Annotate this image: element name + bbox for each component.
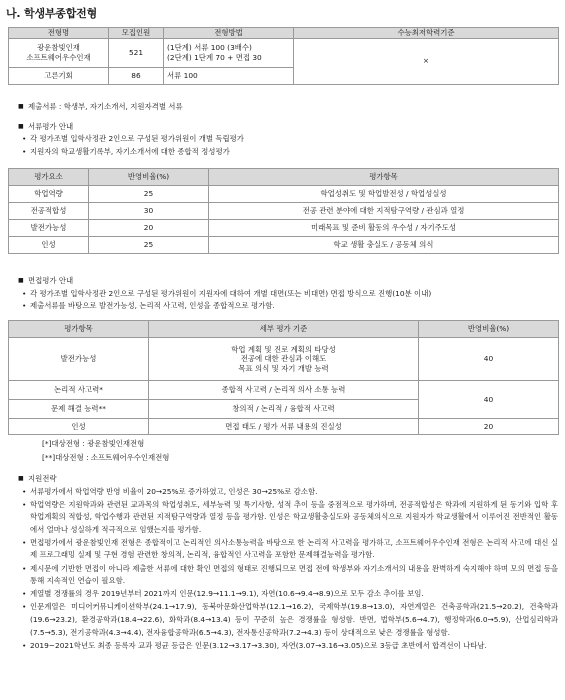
col-header-count: 모집인원: [109, 28, 164, 39]
table-row: 발전가능성 학업 계획 및 진로 계획의 타당성 전공에 대한 관심과 이해도 목표 의식 및 자기 개발 능력 40: [9, 338, 559, 381]
bullet-icon: •: [22, 499, 27, 509]
bullet-icon: •: [22, 486, 27, 496]
bullet-icon: •: [22, 640, 27, 650]
footnote: [*]대상전형 : 광운참빛인재전형: [42, 439, 145, 448]
col-header-name: 전형명: [9, 28, 109, 39]
square-bullet-icon: ■: [18, 103, 24, 110]
interview-eval-table: [8, 320, 559, 435]
interview-title: ■ 면접평가 안내: [18, 275, 558, 288]
doc-eval-title: ■ 서류평가 안내: [18, 121, 558, 134]
table-row: [9, 38, 559, 67]
col-header-method: 전형방법: [164, 28, 294, 39]
criteria-cell: 학업 계획 및 진로 계획의 타당성 전공에 대한 관심과 이해도 목표 의식 및 자기 개발 능력: [149, 338, 419, 381]
admission-header-row: [9, 28, 559, 39]
bullet-icon: •: [22, 146, 27, 156]
table-row: 문제 해결 능력** 창의적 / 논리적 / 융합적 사고력: [9, 400, 559, 419]
bullet-icon: •: [22, 301, 27, 310]
list-item: • 각 평가조별 입학사정관 2인으로 구성된 평가위원이 지원자에 대하여 개별 대면(또는 비대면) 면접 방식으로 진행(10분 이내): [18, 288, 558, 301]
square-bullet-icon: ■: [18, 277, 24, 284]
square-bullet-icon: ■: [18, 122, 24, 130]
list-item: • 학업역량은 지원학과와 관련된 교과목의 학업성취도, 세부능력 및 특기사항, 성적 추이 등을 중점적으로 평가하며, 전공적합성은 학과에 지원하게 된 동기와 입학 후 학업계획의 적합성, 학업수행과 관련된 지적탐구역량과 열정 등을 평가함. 인성은 학교생활충실도와 공동체의식으로 지원자가 학교생활에서 이루어진 전반적인 활동에서 얼마나 성실하게 적극적으로 임했는지를 평가함.: [22, 499, 558, 534]
col-header-item: 평가항목: [209, 169, 559, 186]
doc-eval-header-row: [9, 169, 559, 186]
admission-count-cell: 521: [109, 38, 164, 67]
bullet-icon: •: [22, 563, 27, 573]
table-row: 논리적 사고력* 종합적 사고력 / 논리적 의사 소통 능력 40: [9, 381, 559, 400]
list-item: • 각 평가조별 입학사정관 2인으로 구성된 평가위원이 개별 독립평가: [18, 133, 558, 146]
table-row: 인성 면접 태도 / 평가 서류 내용의 진실성 20: [9, 419, 559, 435]
footnote: [**]대상전형 : 소프트웨어우수인재전형: [42, 453, 170, 462]
list-item: • 서류평가에서 학업역량 반영 비율이 20→25%로 증가하였고, 인성은 30→25%로 감소함.: [18, 486, 558, 499]
list-item: • 제출서류를 바탕으로 발전가능성, 논리적 사고력, 인성을 종합적으로 평가함.: [18, 300, 558, 313]
admission-name-cell: 광운참빛인재 소프트웨어우수인재: [9, 38, 109, 67]
admission-method-cell: (1단계) 서류 100 (3배수) (2단계) 1단계 70 + 면접 30: [164, 38, 294, 67]
list-item: • 2019~2021학년도 최종 등록자 교과 평균 등급은 인문(3.12→3.17→3.30), 자연(3.07→3.16→3.05)으로 3등급 초반에서 합격선이 나타남.: [18, 640, 558, 653]
list-item: • 제시문에 기반한 면접이 아니라 제출한 서류에 대한 확인 면접의 형태로 진행되므로 면접 전에 학생부와 자기소개서의 내용을 완벽하게 숙지해야 하며 모의 면접 등을 통해 지속적인 연습이 필요함.: [22, 563, 558, 586]
list-item: • 인문계열은 미디어커뮤니케이션학부(24.1→17.9), 동북아문화산업학부(12.1→16.2), 국제학부(19.8→13.0), 자연계열은 건축공학과(21.5→20.2), 건축학과(19.6→23.2), 환경공학과(18.4→22.6), 화학과(8.4→13.4) 등이 꾸준히 높은 경쟁률을 형성함. 반면, 법학부(5.6→4.7), 행정학과(6.0→5.9), 산업심리학과(7.5→5.3), 전기공학과(4.3→4.4), 전자융합공학과(6.5→4.3), 전자통신공학과(7.2→4.3) 등이 상대적으로 낮은 경쟁률을 형성함.: [22, 602, 558, 637]
bullet-icon: •: [22, 288, 27, 298]
interview-section: [18, 275, 558, 313]
min-standard-cell: ×: [294, 38, 559, 84]
admission-table: [8, 27, 559, 85]
table-row: 인성 25 학교 생활 충실도 / 공동체 의식: [9, 237, 559, 254]
square-bullet-icon: ■: [18, 475, 24, 482]
table-row: 학업역량 25 학업성취도 및 학업발전성 / 학업성실성: [9, 186, 559, 203]
submit-docs-line: ■ 제출서류 : 학생부, 자기소개서, 지원자격별 서류: [18, 101, 558, 114]
admission-name-cell: 고른기회: [9, 67, 109, 84]
col-header-criteria: 세부 평가 기준: [149, 321, 419, 338]
col-header-ratio: 반영비율(%): [419, 321, 559, 338]
list-item: • 계열별 경쟁률의 경우 2019년부터 2021까지 인문(12.9→11.1→9.1), 자연(10.6→9.4→8.9)으로 모두 감소 추이를 보임.: [18, 588, 558, 601]
col-header-eval-item: 평가항목: [9, 321, 149, 338]
docs-section: [18, 101, 558, 158]
interview-footnotes: [42, 437, 169, 465]
section-title: 나. 학생부종합전형: [6, 7, 98, 20]
list-item: • 지원자의 학교생활기록부, 자기소개서에 대한 종합적 정성평가: [18, 146, 558, 159]
strategy-title: ■ 지원전략: [18, 473, 558, 486]
interview-header-row: [9, 321, 559, 338]
strategy-section: [18, 473, 558, 652]
col-header-min-standard: 수능최저학력기준: [294, 28, 559, 39]
bullet-icon: •: [22, 537, 27, 547]
table-row: 전공적합성 30 전공 관련 분야에 대한 지적탐구역량 / 관심과 열정: [9, 203, 559, 220]
table-row: 발전가능성 20 미래목표 및 준비 활동의 우수성 / 자기주도성: [9, 220, 559, 237]
bullet-icon: •: [22, 589, 27, 599]
bullet-icon: •: [22, 602, 27, 612]
bullet-icon: •: [22, 134, 27, 143]
col-header-ratio: 반영비율(%): [89, 169, 209, 186]
col-header-factor: 평가요소: [9, 169, 89, 186]
admission-method-cell: 서류 100: [164, 67, 294, 84]
doc-eval-table: [8, 168, 559, 254]
admission-count-cell: 86: [109, 67, 164, 84]
list-item: • 면접평가에서 광운참빛인재 전형은 종합적이고 논리적인 의사소통능력을 바탕으로 한 논리적 사고력을 평가하고, 소프트웨어우수인재 전형은 논리적 사고에 대신 실제 프로그래밍 실제 및 구현 경험 관련한 창의적, 논리적, 융합적인 사고력을 포함한 문제해결능력을 평가함.: [22, 537, 558, 560]
